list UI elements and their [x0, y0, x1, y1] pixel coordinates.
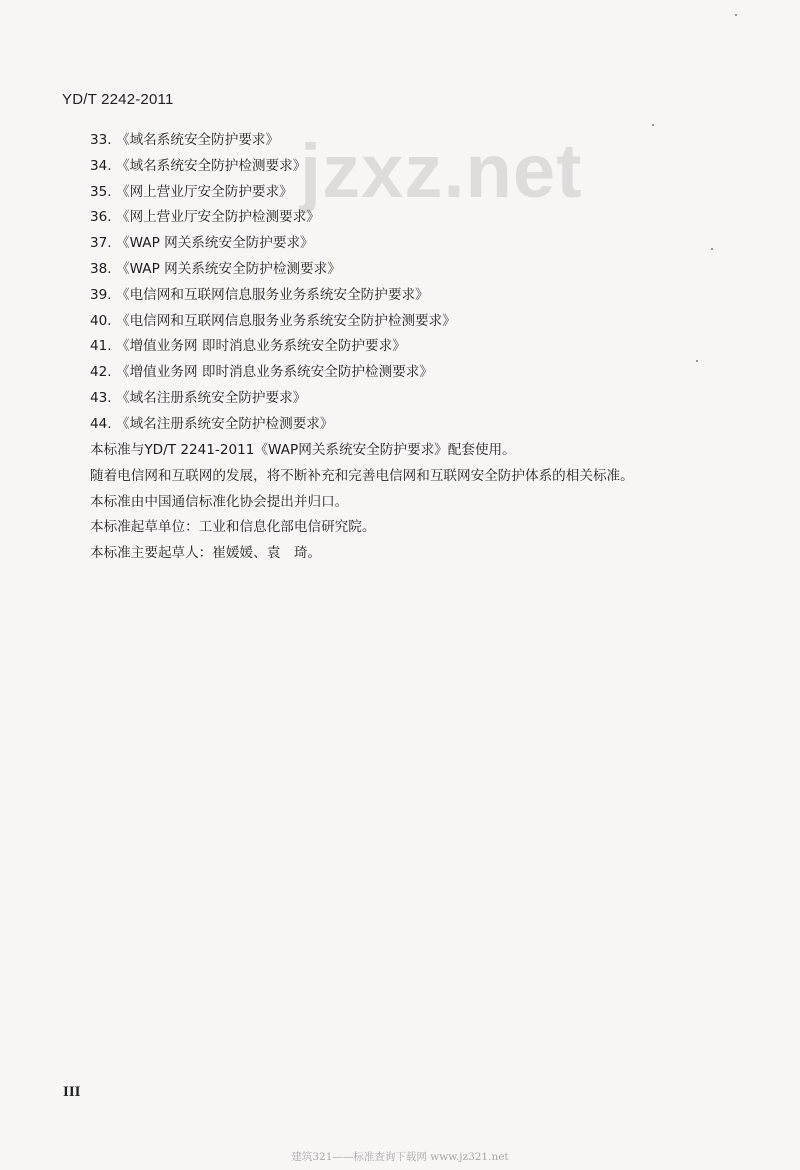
list-item-number: 36.: [90, 209, 112, 226]
list-item: [90, 257, 730, 283]
list-item-title: 《电信网和互联网信息服务业务系统安全防护检测要求》: [116, 312, 456, 329]
list-item: [90, 309, 730, 335]
watermark-text: jzxz.net: [300, 129, 583, 214]
list-item-number: 33.: [90, 132, 112, 148]
list-item-number: 44.: [90, 415, 112, 432]
list-item: [90, 360, 730, 386]
foreword-paragraphs: [90, 438, 750, 567]
list-item-title: 《域名注册系统安全防护检测要求》: [116, 415, 334, 432]
list-item-number: 34.: [90, 157, 112, 174]
scan-speck: [735, 14, 737, 16]
list-item-title: 《域名系统安全防护检测要求》: [116, 157, 307, 174]
list-item-number: 41.: [90, 338, 112, 355]
list-item: [90, 283, 730, 309]
list-item: [90, 386, 730, 412]
list-item: [90, 412, 730, 438]
list-item-title: 《域名系统安全防护要求》: [116, 132, 280, 148]
page-number: III: [63, 1084, 81, 1100]
list-item-number: 37.: [90, 235, 112, 252]
list-item-title: 《网上营业厅安全防护要求》: [116, 183, 293, 200]
list-item-number: 40.: [90, 312, 112, 329]
list-item-title: 《电信网和互联网信息服务业务系统安全防护要求》: [116, 286, 429, 303]
list-item: [90, 128, 730, 154]
list-item-title: 《网上营业厅安全防护检测要求》: [116, 209, 320, 226]
list-item: [90, 180, 730, 206]
list-item-title: 《增值业务网 即时消息业务系统安全防护检测要求》: [116, 364, 433, 381]
footer-source: 建筑321——标准查询下载网 www.jz321.net: [291, 1151, 509, 1163]
list-item-title: 《WAP 网关系统安全防护检测要求》: [116, 260, 341, 277]
paragraph-drafters: 本标准主要起草人：崔媛媛、袁 琦。: [90, 545, 322, 562]
standards-list: [90, 128, 730, 438]
scan-speck: [696, 360, 698, 362]
paragraph-drafting-unit: 本标准起草单位：工业和信息化部电信研究院。: [90, 519, 376, 536]
paragraph-future-standards: 随着电信网和互联网的发展，将不断补充和完善电信网和互联网安全防护体系的相关标准。: [90, 467, 634, 484]
list-item-number: 42.: [90, 364, 112, 381]
scan-speck: [652, 124, 654, 126]
list-item: [90, 154, 730, 180]
list-item-number: 43.: [90, 389, 112, 406]
list-item-number: 35.: [90, 183, 112, 200]
list-item: [90, 231, 730, 257]
standard-code: YD/T 2242-2011: [62, 91, 174, 108]
list-item: [90, 334, 730, 360]
list-item-title: 《域名注册系统安全防护要求》: [116, 389, 307, 406]
scan-speck: [711, 248, 713, 250]
list-item: [90, 205, 730, 231]
list-item-number: 38.: [90, 260, 112, 277]
list-item-title: 《WAP 网关系统安全防护要求》: [116, 235, 314, 252]
list-item-number: 39.: [90, 286, 112, 303]
paragraph-companion-standard: 本标准与YD/T 2241-2011《WAP网关系统安全防护要求》配套使用。: [90, 442, 516, 458]
paragraph-proposer: 本标准由中国通信标准化协会提出并归口。: [90, 493, 349, 510]
list-item-title: 《增值业务网 即时消息业务系统安全防护要求》: [116, 338, 406, 355]
